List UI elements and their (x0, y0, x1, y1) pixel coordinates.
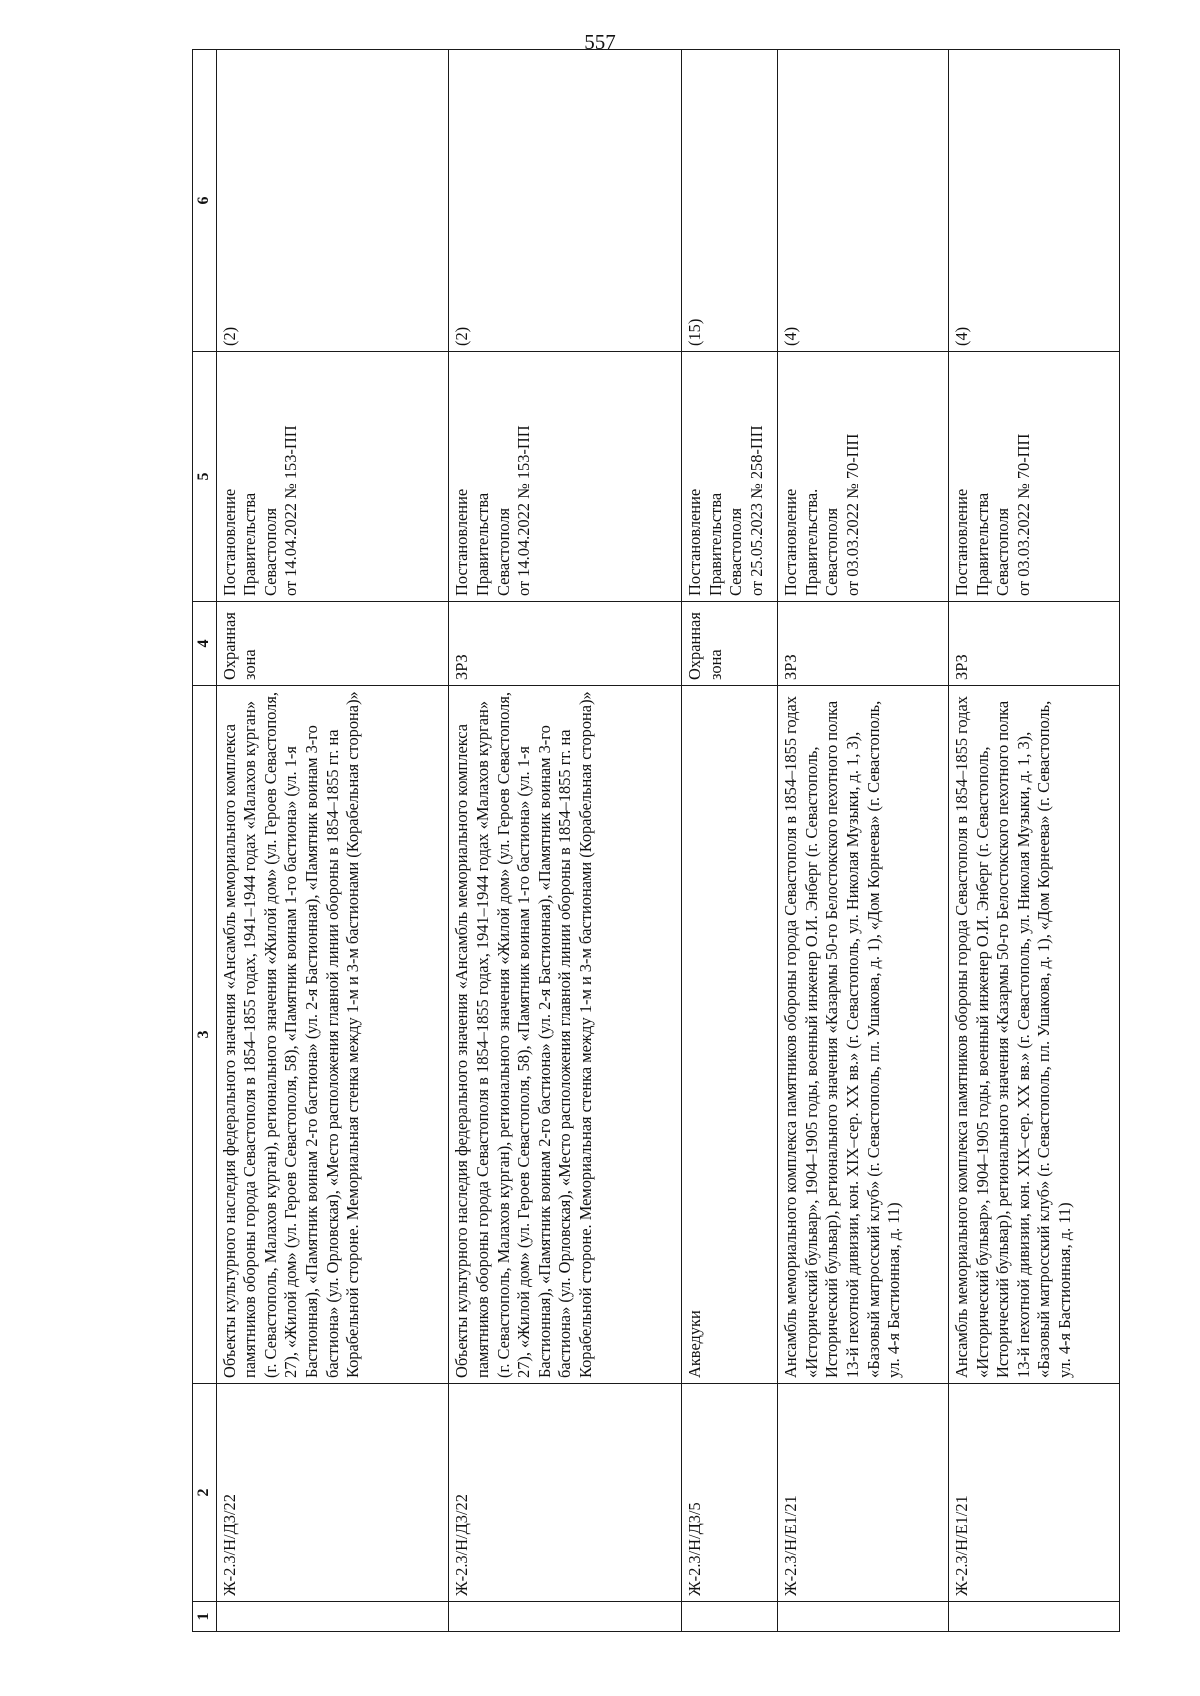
document-line: Постановление (452, 488, 472, 596)
zone-type-cell: Охранная зона (682, 602, 778, 686)
rotated-table-container (192, 50, 1120, 1632)
document-line: от 14.04.2022 № 153-ПП (281, 425, 301, 596)
column-header: 4 (193, 602, 217, 686)
document-line: Правительства (472, 492, 492, 596)
document-line: Постановление (952, 488, 972, 596)
column-header: 6 (193, 50, 217, 352)
document-line: от 25.05.2023 № 258-ПП (746, 425, 766, 596)
document-line: Севастополя (993, 507, 1013, 596)
note-cell: (4) (778, 50, 949, 352)
header-row (193, 50, 217, 1632)
column-header: 3 (193, 686, 217, 1384)
object-description-cell: Объекты культурного наследия федерального значения «Ансамбль мемориального комплекса памятников обороны города Севастополя в 1854–1855 годах, 1941–1944 годах «Малахов курган» (г. Севастополь, Малахов курган), регионального значения «Жилой дом» (ул. Героев Севастополя, 27), «Жилой дом» (ул. Героев Севастополя, 58), «Памятник воинам 1-го бастиона» (ул. 1-я Бастионная), «Памятник воинам 2-го бастиона» (ул. 2-я Бастионная), «Памятник воинам 3-го бастиона» (ул. Орловская), «Место расположения главной линии обороны в 1854–1855 гг. на Корабельной стороне. Мемориальная стенка между 1-м и 3-м бастионами (Корабельная сторона)» (449, 686, 682, 1384)
document-line: Постановление (685, 488, 705, 596)
zone-type-cell: ЗРЗ (449, 602, 682, 686)
row-index-cell (949, 1602, 1120, 1632)
column-header: 1 (193, 1602, 217, 1632)
zone-code-cell: Ж-2.3/Н/Е1/21 (778, 1384, 949, 1602)
note-cell: (2) (449, 50, 682, 352)
table-row (449, 50, 682, 1632)
document-line: от 14.04.2022 № 153-ПП (514, 425, 534, 596)
document-cell (216, 352, 449, 602)
row-index-cell (449, 1602, 682, 1632)
document-line: Севастополя (260, 507, 280, 596)
object-description-cell: Ансамбль мемориального комплекса памятников обороны города Севастополя в 1854–1855 годах «Исторический бульвар», 1904–1905 годы, военный инженер О.И. Энберг (г. Севастополь, Исторический бульвар), регионального значения «Казармы 50-го Белостокского пехотного полка 13-й пехотной дивизии, кон. XIX–сер. XX вв.» (г. Севастополь, ул. Николая Музыки, д. 1, 3), «Базовый матросский клуб» (г. Севастополь, пл. Ушакова, д. 1), «Дом Корнеева» (г. Севастополь, ул. 4-я Бастионная, д. 11) (949, 686, 1120, 1384)
column-header: 5 (193, 352, 217, 602)
table-row (682, 50, 778, 1632)
row-index-cell (778, 1602, 949, 1632)
zone-type-cell: Охранная зона (216, 602, 449, 686)
note-cell: (15) (682, 50, 778, 352)
zone-type-cell: ЗРЗ (949, 602, 1120, 686)
table-row (778, 50, 949, 1632)
zone-code-cell: Ж-2.3/Н/Е1/21 (949, 1384, 1120, 1602)
zone-code-cell: Ж-2.3/Н/Д3/22 (216, 1384, 449, 1602)
document-line: Севастополя (726, 507, 746, 596)
document-cell (949, 352, 1120, 602)
table-row (949, 50, 1120, 1632)
document-line: Правительства (240, 492, 260, 596)
data-table (192, 49, 1120, 1632)
page-number: 557 (584, 30, 616, 54)
document-line: Севастополя (822, 507, 842, 596)
row-index-cell (682, 1602, 778, 1632)
document-line: Правительства (705, 492, 725, 596)
document-line: от 03.03.2022 № 70-ПП (843, 433, 863, 596)
table-row (216, 50, 449, 1632)
document-line: от 03.03.2022 № 70-ПП (1013, 433, 1033, 596)
zone-code-cell: Ж-2.3/Н/Д3/5 (682, 1384, 778, 1602)
note-cell: (2) (216, 50, 449, 352)
document-line: Постановление (219, 488, 239, 596)
document-line: Постановление (781, 488, 801, 596)
document-line: Правительства (972, 492, 992, 596)
document-cell (778, 352, 949, 602)
column-header: 2 (193, 1384, 217, 1602)
document-cell (449, 352, 682, 602)
zone-type-cell: ЗРЗ (778, 602, 949, 686)
document-line: Правительства. (801, 488, 821, 596)
document-line: Севастополя (493, 507, 513, 596)
row-index-cell (216, 1602, 449, 1632)
object-description-cell: Объекты культурного наследия федерального значения «Ансамбль мемориального комплекса памятников обороны города Севастополя в 1854–1855 годах, 1941–1944 годах «Малахов курган» (г. Севастополь, Малахов курган), регионального значения «Жилой дом» (ул. Героев Севастополя, 27), «Жилой дом» (ул. Героев Севастополя, 58), «Памятник воинам 1-го бастиона» (ул. 1-я Бастионная), «Памятник воинам 2-го бастиона» (ул. 2-я Бастионная), «Памятник воинам 3-го бастиона» (ул. Орловская), «Место расположения главной линии обороны в 1854–1855 гг. на Корабельной стороне. Мемориальная стенка между 1-м и 3-м бастионами (Корабельная сторона)» (216, 686, 449, 1384)
object-description-cell: Акведуки (682, 686, 778, 1384)
zone-code-cell: Ж-2.3/Н/Д3/22 (449, 1384, 682, 1602)
document-cell (682, 352, 778, 602)
object-description-cell: Ансамбль мемориального комплекса памятников обороны города Севастополя в 1854–1855 годах «Исторический бульвар», 1904–1905 годы, военный инженер О.И. Энберг (г. Севастополь, Исторический бульвар), регионального значения «Казармы 50-го Белостокского пехотного полка 13-й пехотной дивизии, кон. XIX–сер. XX вв.» (г. Севастополь, ул. Николая Музыки, д. 1, 3), «Базовый матросский клуб» (г. Севастополь, пл. Ушакова, д. 1), «Дом Корнеева» (г. Севастополь, ул. 4-я Бастионная, д. 11) (778, 686, 949, 1384)
note-cell: (4) (949, 50, 1120, 352)
